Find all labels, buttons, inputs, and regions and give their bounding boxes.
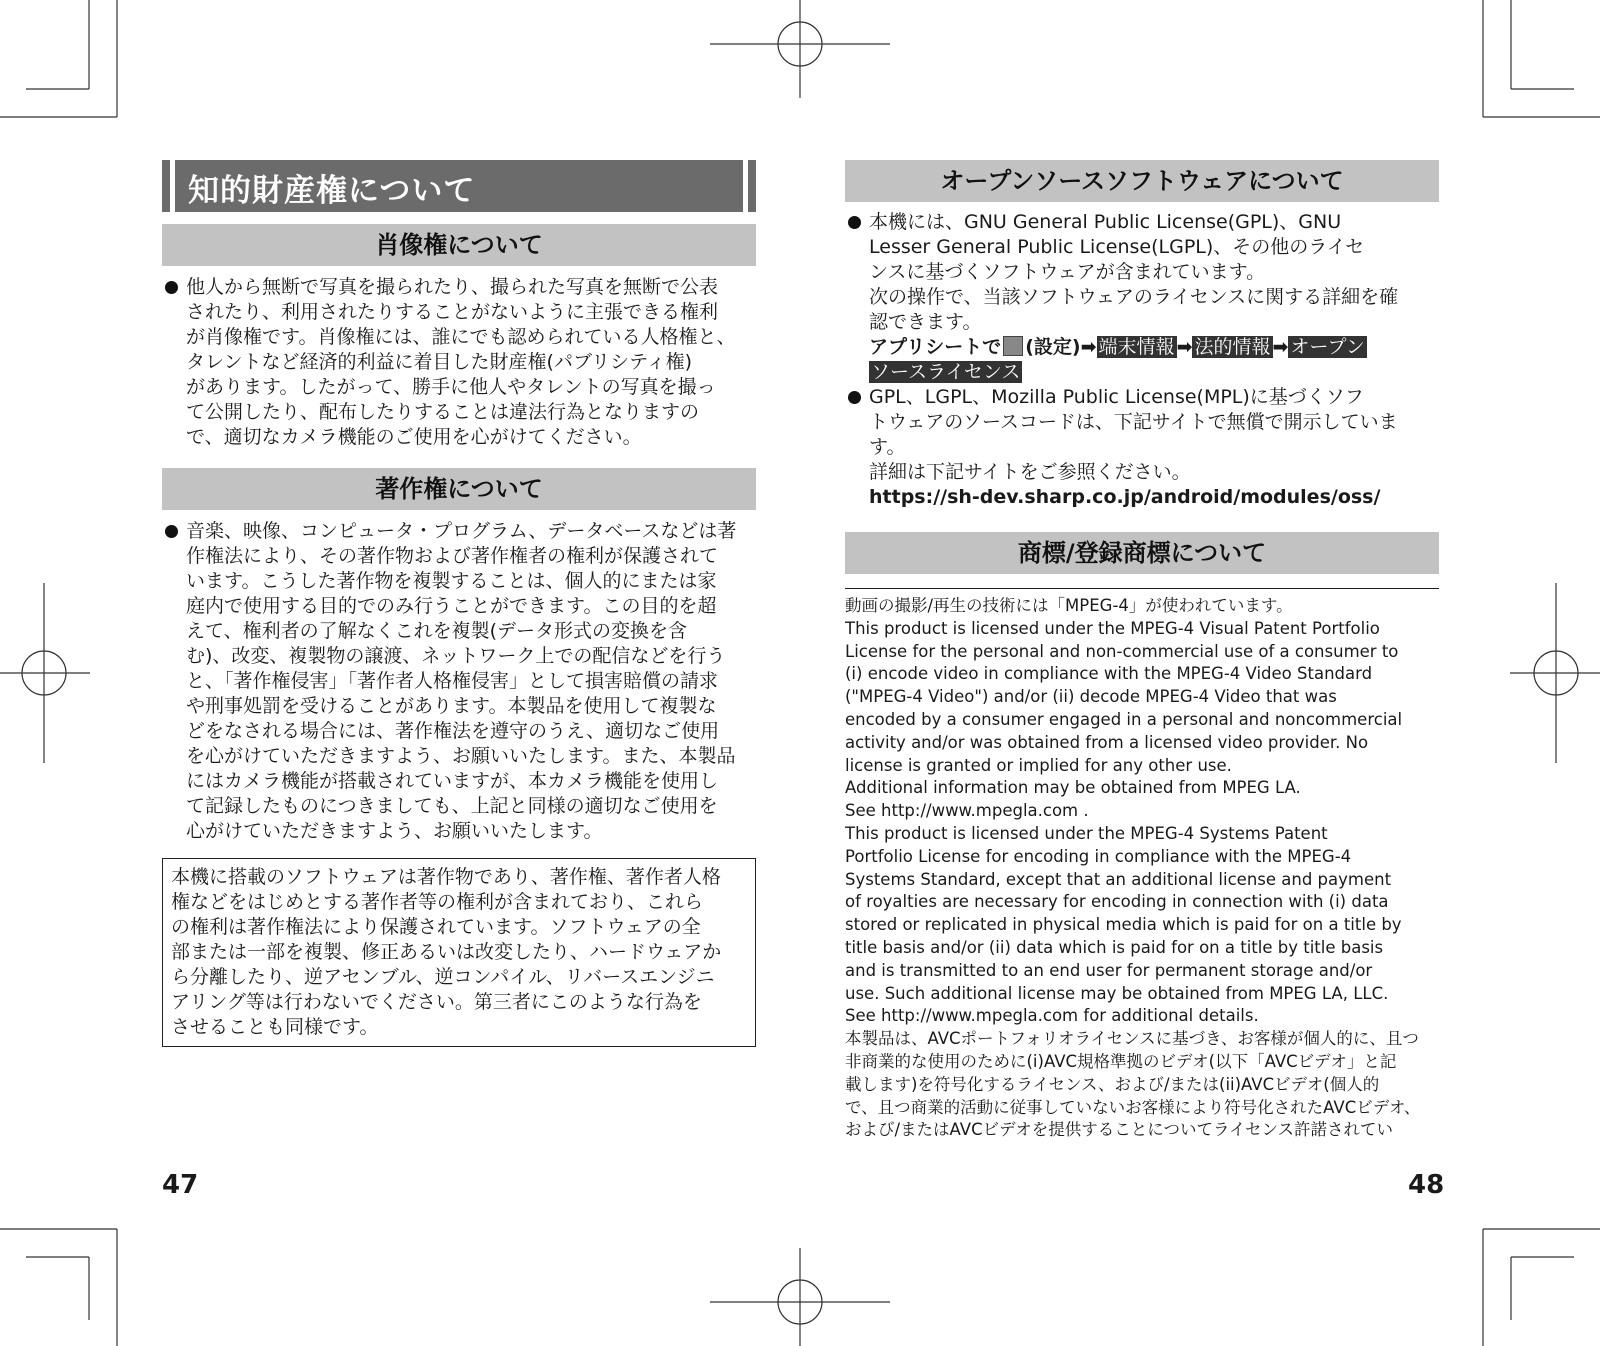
section-heading-portrait-rights: 肖像権について — [162, 224, 756, 266]
section-heading-open-source: オープンソースソフトウェアについて — [845, 160, 1439, 202]
section-heading-trademarks: 商標/登録商標について — [845, 532, 1439, 574]
section-heading-copyright: 著作権について — [162, 468, 756, 510]
left-page — [162, 160, 756, 1047]
chapter-heading — [162, 160, 756, 212]
source-code-paragraph: GPL、LGPL、Mozilla Public License(MPL)に基づくソフ トウェアのソースコードは、下記サイトで無償で開示していま す。 詳細は下記サイトをご参照ください。 https://sh-dev.sharp.co.jp/android/modules/oss/ — [845, 385, 1439, 510]
page-number-right: 48 — [1408, 1170, 1445, 1200]
source-url: https://sh-dev.sharp.co.jp/android/modules/oss/ — [869, 486, 1381, 508]
menu-step-legal-info: 法的情報 — [1194, 336, 1271, 358]
trademark-notice: 動画の撮影/再生の技術には「MPEG-4」が使われています。 This product is licensed under the MPEG-4 Visual Patent Portfolio License for the personal and non-commercial use of a consumer to (i) encode video in compliance with the MPEG-4 Video Standard ("MPEG-4 Video") and/or (ii) decode MPEG-4 Video that was encoded by a consumer engaged in a personal and noncommercial activity and/or was obtained from a licensed video provider. No license is granted or implied for any other use. Additional information may be obtained from MPEG LA. See http://www.mpegla.com . This product is licensed under the MPEG-4 Systems Patent Portfolio License for encoding in compliance with the MPEG-4 Systems Standard, except that an additional license and payment of royalties are necessary for encoding in connection with (i) data stored or replicated in physical media which is paid for on a title by title basis and/or (ii) data which is paid for on a title by title basis and is transmitted to an end user for permanent storage and/or use. Such additional license may be obtained from MPEG LA, LLC. See http://www.mpegla.com for additional details. 本製品は、AVCポートフォリオライセンスに基づき、お客様が個人的に、且つ 非商業的な使用のために(i)AVC規格準拠のビデオ(以下「AVCビデオ」と記 載します)を符号化するライセンス、および/または(ii)AVCビデオ(個人的 で、且つ商業的活動に従事していないお客様により符号化されたAVCビデオ、 および/またはAVCビデオを提供することについてライセンス許諾されてい — [845, 588, 1439, 1142]
portrait-rights-paragraph: 他人から無断で写真を撮られたり、撮られた写真を無断で公表 されたり、利用されたりすることがないように主張できる権利 が肖像権です。肖像権には、誰にでも認められている人格権と、 タレントなど経済的利益に着目した財産権(パブリシティ権) があります。したがって、勝手に他人やタレントの写真を撮っ て公開したり、配布したりすることは違法行為となりますの で、適切なカメラ機能のご使用を心がけてください。 — [162, 275, 756, 450]
menu-step-open-source-cont: ソースライセンス — [871, 361, 1021, 383]
settings-icon — [1003, 336, 1023, 356]
operation-path: アプリシートで (設定)➡ 端末情報 ➡ 法的情報 ➡ オープン — [869, 336, 1365, 358]
menu-step-device-info: 端末情報 — [1098, 336, 1175, 358]
right-page — [845, 160, 1439, 1142]
copyright-paragraph: 音楽、映像、コンピュータ・プログラム、データベースなどは著 作権法により、その著作物および著作権者の権利が保護されて います。こうした著作物を複製することは、個人的にまたは家 庭内で使用する目的でのみ行うことができます。この目的を超 えて、権利者の了解なくこれを複製(データ形式の変換を含 む)、改変、複製物の譲渡、ネットワーク上での配信などを行う と、「著作権侵害」「著作者人格権侵害」として損害賠償の請求 や刑事処罰を受けることがあります。本製品を使用して複製な どをなされる場合には、著作権法を遵守のうえ、適切なご使用 を心がけていただきますよう、お願いいたします。また、本製品 にはカメラ機能が搭載されていますが、本カメラ機能を使用し て記録したものにつきましても、上記と同様の適切なご使用を 心がけていただきますよう、お願いいたします。 — [162, 519, 756, 844]
menu-step-open-source: オープン — [1290, 336, 1365, 358]
chapter-title: 知的財産権について — [188, 173, 476, 209]
open-source-paragraph: 本機には、GNU General Public License(GPL)、GNU Lesser General Public License(LGPL)、その他のライセ ンスに基づくソフトウェアが含まれています。 次の操作で、当該ソフトウェアのライセンスに関する詳細を確 認できます。 アプリシートで (設定)➡ 端末情報 ➡ 法的情報 ➡ オープン ソースライセンス — [845, 210, 1439, 385]
page-number-left: 47 — [162, 1170, 199, 1200]
software-copyright-notice-box: 本機に搭載のソフトウェアは著作物であり、著作権、著作者人格 権などをはじめとする著作者等の権利が含まれており、これら の権利は著作権法により保護されています。ソフトウェアの全 部または一部を複製、修正あるいは改変したり、ハードウェアか ら分離したり、逆アセンブル、逆コンパイル、リバースエンジニ アリング等は行わないでください。第三者にこのような行為を させることも同様です。 — [162, 858, 756, 1047]
